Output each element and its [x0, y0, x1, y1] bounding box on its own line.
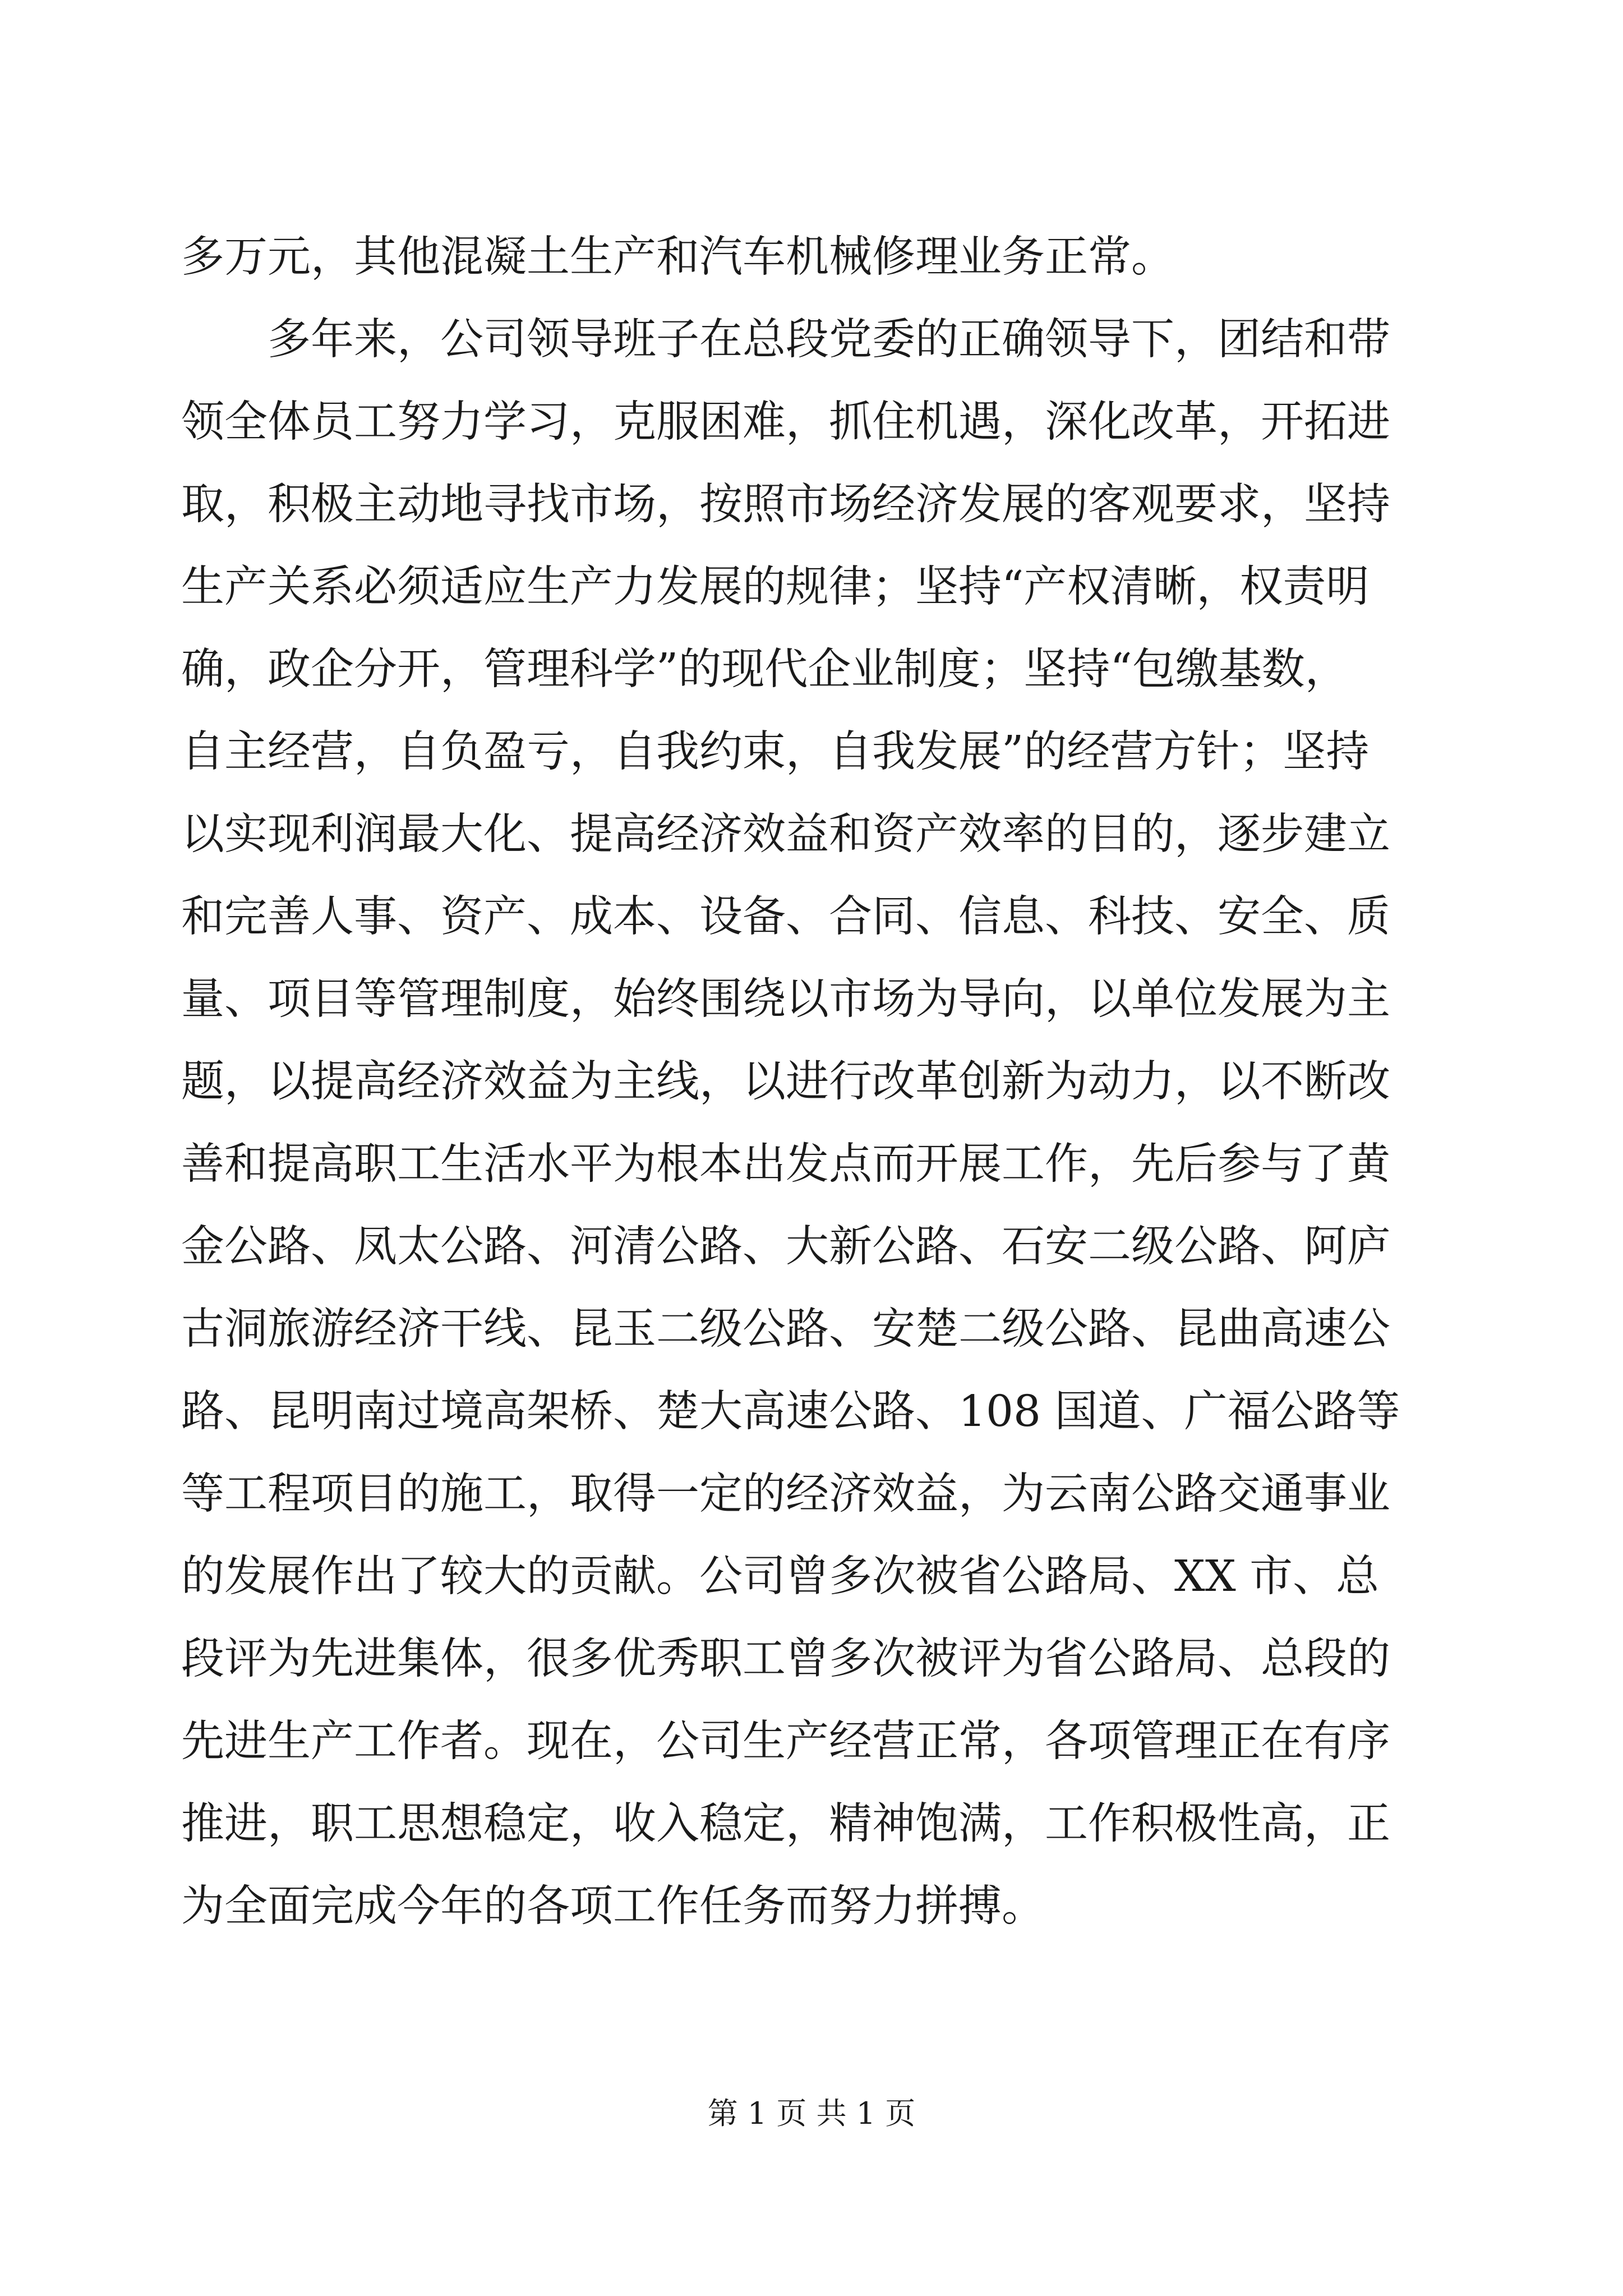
text-line: 确，政企分开，管理科学”的现代企业制度；坚持“包缴基数，	[181, 645, 1348, 694]
text-line: 以实现利润最大化、提高经济效益和资产效率的目的，逐步建立	[181, 809, 1390, 859]
text-line: 段评为先进集体，很多优秀职工曾多次被评为省公路局、总段的	[181, 1634, 1390, 1684]
text-line: 生产关系必须适应生产力发展的规律；坚持“产权清晰，权责明	[181, 562, 1370, 612]
paragraph-first-line: 多年来，公司领导班子在总段党委的正确领导下，团结和带	[268, 315, 1390, 365]
text-line: 取，积极主动地寻找市场，按照市场经济发展的客观要求，坚持	[181, 480, 1390, 530]
text-line: 多万元，其他混凝土生产和汽车机械修理业务正常。	[181, 232, 1174, 282]
text-line: 等工程项目的施工，取得一定的经济效益，为云南公路交通事业	[181, 1469, 1390, 1519]
text-line: 题，以提高经济效益为主线，以进行改革创新为动力，以不断改	[181, 1057, 1390, 1107]
text-line: 自主经营，自负盈亏，自我约束，自我发展”的经营方针；坚持	[181, 727, 1370, 777]
text-line: 金公路、凤太公路、河清公路、大新公路、石安二级公路、阿庐	[181, 1222, 1390, 1272]
text-line: 为全面完成今年的各项工作任务而努力拼搏。	[181, 1881, 1045, 1931]
page-footer: 第 1 页 共 1 页	[707, 2096, 916, 2131]
text-line: 领全体员工努力学习，克服困难，抓住机遇，深化改革，开拓进	[181, 397, 1390, 447]
text-line: 善和提高职工生活水平为根本出发点而开展工作，先后参与了黄	[181, 1139, 1390, 1189]
text-line: 的发展作出了较大的贡献。公司曾多次被省公路局、XX 市、总	[181, 1552, 1380, 1602]
text-line: 量、项目等管理制度，始终围绕以市场为导向，以单位发展为主	[181, 974, 1390, 1024]
text-line: 路、昆明南过境高架桥、楚大高速公路、108 国道、广福公路等	[181, 1387, 1400, 1437]
body-text	[181, 216, 1443, 1948]
text-line: 先进生产工作者。现在，公司生产经营正常，各项管理正在有序	[181, 1717, 1390, 1766]
text-line: 古洞旅游经济干线、昆玉二级公路、安楚二级公路、昆曲高速公	[181, 1304, 1390, 1354]
text-line: 和完善人事、资产、成本、设备、合同、信息、科技、安全、质	[181, 892, 1390, 942]
text-line: 推进，职工思想稳定，收入稳定，精神饱满，工作积极性高，正	[181, 1799, 1390, 1849]
